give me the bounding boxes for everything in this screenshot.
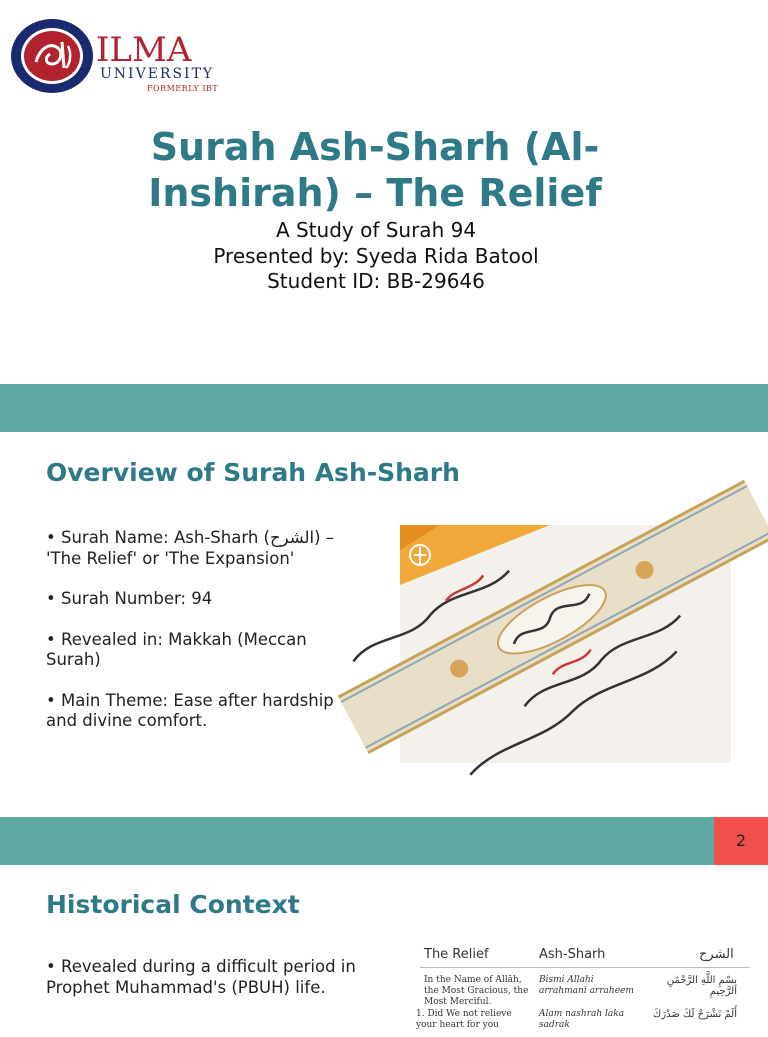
- bullet-item: • Surah Number: 94: [46, 589, 213, 608]
- table-cell: 1. Did We not relieve your heart for you: [416, 1009, 512, 1030]
- subtitle: A Study of Surah 94: [275, 218, 477, 242]
- table-header-english: The Relief: [424, 947, 489, 962]
- table-cell: Alam nashrah laka sadrak: [539, 1009, 625, 1030]
- table-cell: بِسْمِ اللَّهِ الرَّحْمَٰنِ الرَّحِيمِ: [666, 975, 737, 997]
- table-cell: أَلَمْ نَشْرَحْ لَكَ صَدْرَكَ: [653, 1009, 737, 1020]
- translation-table-image: [412, 937, 752, 1037]
- title-slide: [0, 0, 768, 384]
- table-header-arabic: الشرح: [699, 947, 734, 962]
- overview-slide: [0, 432, 768, 817]
- table-cell: In the Name of Allāh, the Most Gracious, the Most Merciful.: [424, 975, 529, 1007]
- table-rule: [420, 967, 750, 968]
- presenter: Presented by: Syeda Rida Batool: [213, 243, 539, 268]
- logo-sub: UNIVERSITY: [100, 66, 215, 82]
- student-id: Student ID: BB-29646: [267, 269, 485, 293]
- bullet-item: • Surah Name: Ash-Sharh (الشرح) – 'The Relief' or 'The Expansion': [46, 528, 334, 568]
- historical-context-slide: [0, 865, 768, 1030]
- table-header-transliteration: Ash-Sharh: [539, 947, 606, 962]
- page-number-badge: 2: [714, 817, 768, 865]
- slide-title: Surah Ash-Sharh (Al-Inshirah) – The Relief: [148, 125, 602, 215]
- university-seal-icon: [10, 18, 96, 94]
- slide-heading: Overview of Surah Ash-Sharh: [46, 458, 460, 487]
- bullet-list: [46, 528, 356, 752]
- slide-separator-band: [0, 817, 768, 865]
- ilma-university-logo: [10, 18, 220, 98]
- table-cell: Bismi Allahi arrahmani arraheem: [539, 975, 634, 996]
- slide-separator-band: [0, 384, 768, 432]
- slide-heading: Historical Context: [46, 890, 300, 919]
- bullet-item: • Revealed in: Makkah (Meccan Surah): [46, 629, 307, 669]
- logo-name: ILMA: [96, 30, 192, 70]
- logo-formerly: FORMERLY IBT: [147, 84, 219, 93]
- quran-manuscript-image: [400, 525, 731, 763]
- slide-subtitle-block: [200, 218, 552, 295]
- manuscript-illustration: [400, 525, 731, 763]
- bullet-list: [46, 957, 356, 1018]
- bullet-item: • Revealed during a difficult period in Prophet Muhammad's (PBUH) life.: [46, 957, 356, 997]
- bullet-item: • Main Theme: Ease after hardship and divine comfort.: [46, 690, 334, 730]
